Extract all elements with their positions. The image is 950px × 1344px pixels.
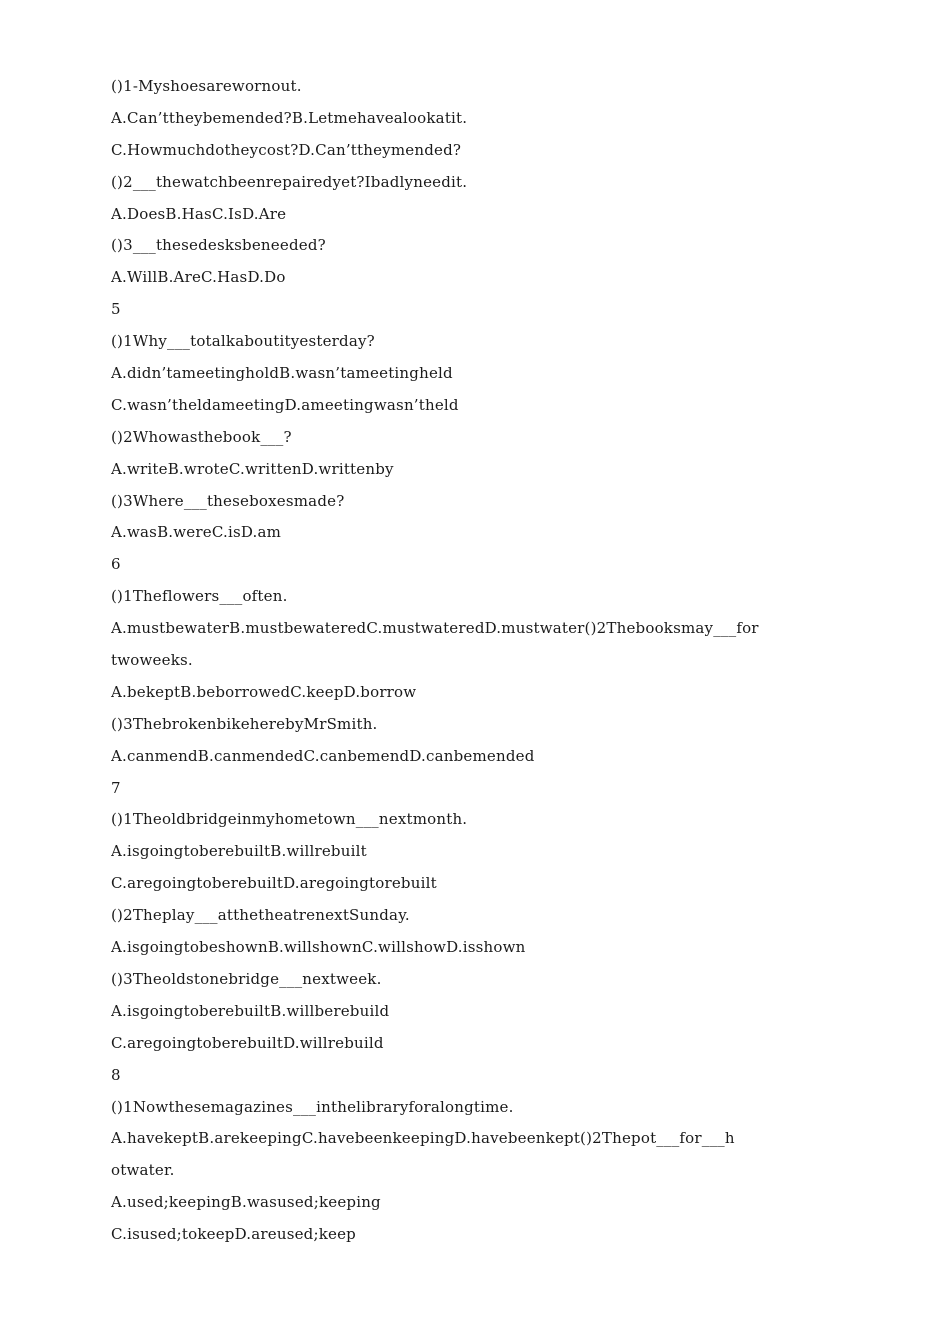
text-line: twoweeks. [111, 651, 193, 670]
section-number: 7 [111, 778, 121, 797]
text-line: ()3ThebrokenbikeherebyMrSmith. [111, 714, 378, 733]
section-number: 5 [111, 300, 121, 319]
text-line: A.writeB.wroteC.writtenD.writtenby [111, 459, 394, 478]
text-line: A.isgoingtoberebuiltB.willrebuilt [111, 842, 367, 861]
text-line: ()2___thewatchbeenrepairedyet?Ibadlyneedit. [111, 172, 468, 191]
text-line: C.Howmuchdotheycost?D.Can’ttheymended? [111, 140, 462, 159]
text-line: ()1Theoldbridgeinmyhometown___nextmonth. [111, 810, 468, 829]
text-line: C.isused;tokeepD.areused;keep [111, 1225, 356, 1244]
text-line: A.isgoingtoberebuiltB.willberebuild [111, 1001, 390, 1020]
text-line: A.bekeptB.beborrowedC.keepD.borrow [111, 682, 417, 701]
text-line: A.canmendB.canmendedC.canbemendD.canbemended [111, 746, 535, 765]
text-line: C.wasn’theldameetingD.ameetingwasn’theld [111, 395, 459, 414]
text-line: A.mustbewaterB.mustbewateredC.mustwateredD.mustwater()2Thebooksmay___for [111, 619, 759, 638]
text-line: ()3___thesedesksbeneeded? [111, 236, 326, 255]
text-line: C.aregoingtoberebuiltD.willrebuild [111, 1033, 384, 1052]
text-line: A.didn’tameetingholdB.wasn’tameetingheld [111, 364, 453, 383]
section-number: 6 [111, 555, 121, 574]
text-line: A.wasB.wereC.isD.am [111, 523, 282, 542]
text-line: ()1-Myshoesarewornout. [111, 77, 302, 95]
text-line: A.WillB.AreC.HasD.Do [111, 268, 286, 287]
text-line: A.Can’ttheybemended?B.Letmehavealookatit. [111, 108, 468, 127]
text-line: ()1Theflowers___often. [111, 587, 288, 606]
section-number: 8 [111, 1065, 121, 1084]
text-line: C.aregoingtoberebuiltD.aregoingtorebuilt [111, 874, 437, 893]
text-line: A.DoesB.HasC.IsD.Are [111, 204, 287, 223]
text-line: A.isgoingtobeshownB.willshownC.willshowD.isshown [111, 938, 526, 957]
text-line: ()1Why___totalkaboutityesterday? [111, 332, 375, 351]
text-line: otwater. [111, 1161, 175, 1180]
document-page [111, 71, 791, 1251]
text-line: ()3Where___theseboxesmade? [111, 491, 345, 510]
text-line: A.havekeptB.arekeepingC.havebeenkeepingD.havebeenkept()2Thepot___for___h [111, 1129, 735, 1148]
text-line: ()2Theplay___atthetheatrenextSunday. [111, 906, 410, 925]
text-line: ()2Whowasthebook___? [111, 427, 292, 446]
text-line: A.used;keepingB.wasused;keeping [111, 1193, 381, 1212]
text-line: ()1Nowthesemagazines___inthelibraryforalongtime. [111, 1097, 514, 1116]
text-line: ()3Theoldstonebridge___nextweek. [111, 969, 382, 988]
